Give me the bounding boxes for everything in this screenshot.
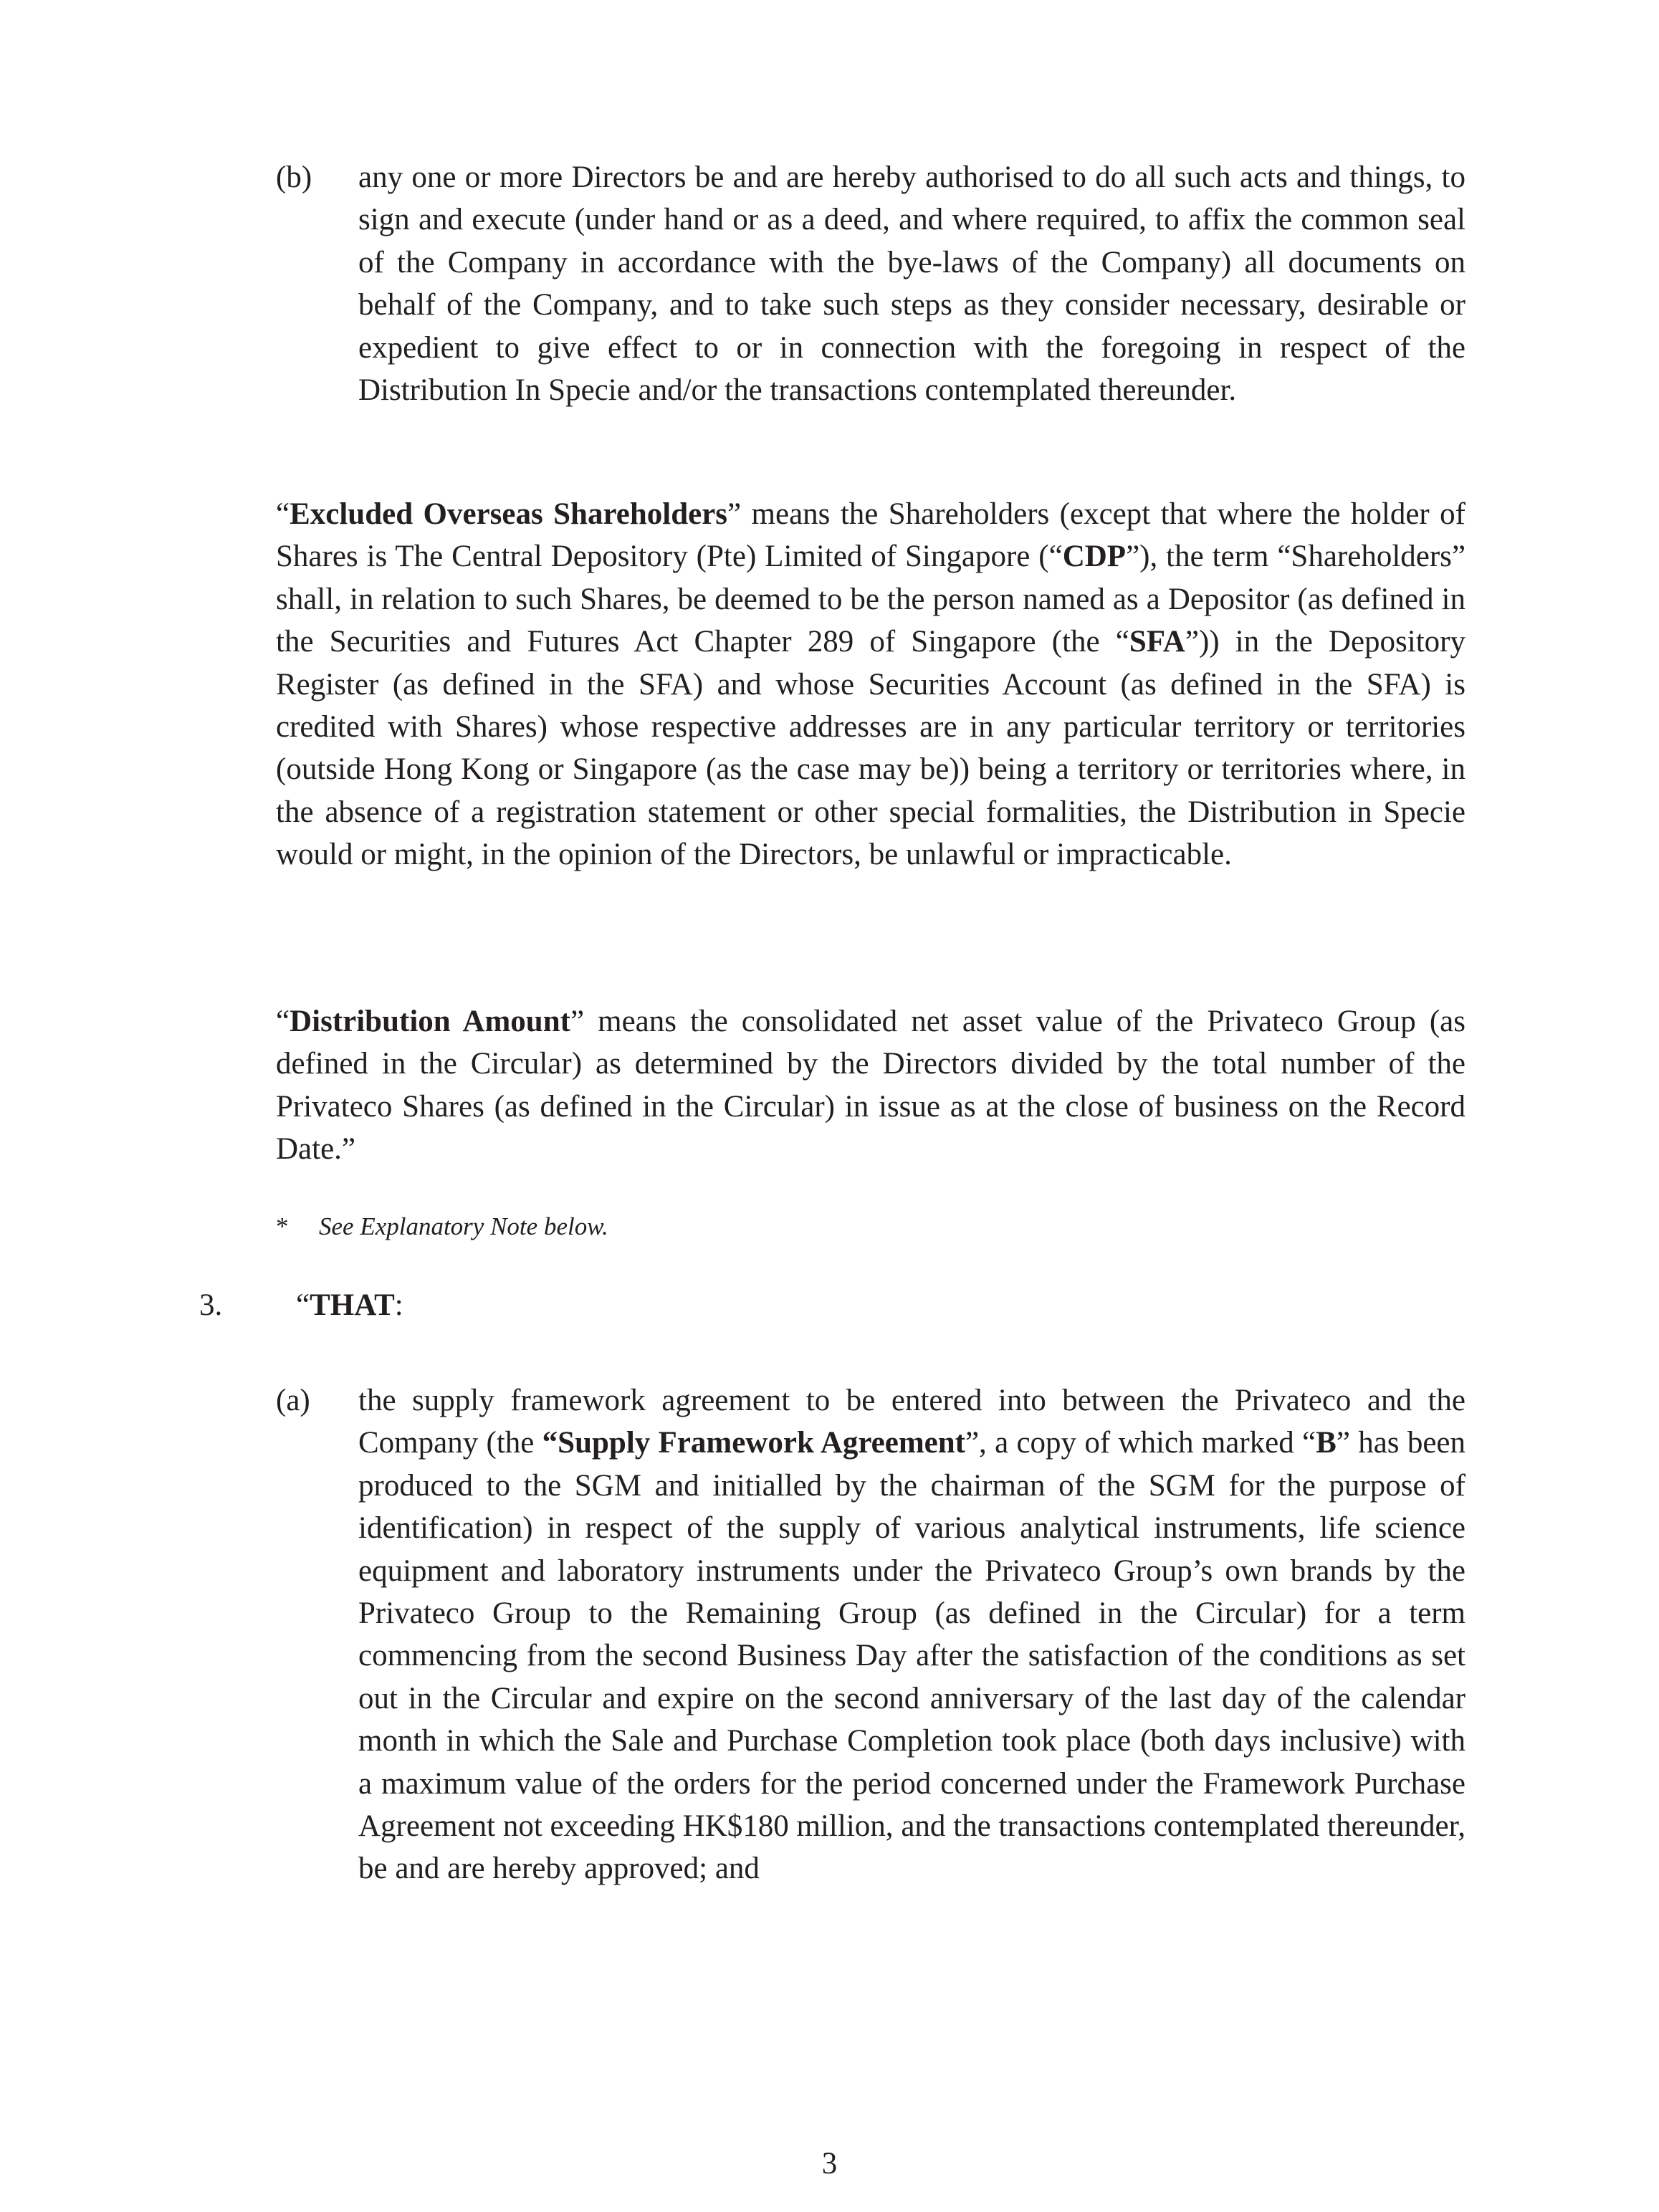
item-b-text: any one or more Directors be and are hereby authorised to do all such acts and things, to sign and execute (under hand or as a deed, and where required, to affix the common seal of the Company in accordance with the bye-laws of the Company) all documents on behalf of the Company, and to take such steps as they consider necessary, desirable or expedient to give effect to or in connection with the foregoing in respect of the Distribution In Specie and/or the transactions contemplated thereunder. (358, 161, 1466, 408)
colon: : (394, 1288, 403, 1322)
resolution-number: 3. (199, 1288, 223, 1322)
definition-excluded-overseas-shareholders (276, 493, 1466, 876)
defined-term-cdp: CDP (1062, 540, 1127, 574)
page-number: 3 (821, 2147, 838, 2180)
footnote (276, 1211, 608, 1243)
item-b-label: (b) (276, 161, 312, 194)
defined-term: Excluded Overseas Shareholders (290, 497, 728, 531)
definition-text: ” means the consolidated net asset value of the Privateco Group (as defined in the Circular) as determined by the Directors divided by the total number of the Privateco Shares (as defined in the Circular) in issue as at the close of business on the Record Date.” (276, 1005, 1466, 1167)
item-a-text-part: ”, a copy of which marked “ (965, 1426, 1316, 1460)
item-a-text (358, 1379, 1466, 1890)
defined-term-supply-framework-agreement: “Supply Framework Agreement (542, 1426, 965, 1460)
open-quote: “ (296, 1288, 310, 1322)
resolution-item-a (276, 1379, 1466, 1890)
resolution-item-b (276, 156, 1466, 411)
definition-text: ”)) in the Depository Register (as defined in the SFA) and whose Securities Account (as defined in the SFA) is credited with Shares) whose respective addresses are in any particular territory or territories (outside Hong Kong or Singapore (as the case may be)) being a territory or territories where, in the absence of a registration statement or other special formalities, the Distribution in Specie would or might, in the opinion of the Directors, be unlawful or impracticable. (276, 625, 1466, 872)
item-a-text-part: ” has been produced to the SGM and initialled by the chairman of the SGM for the purpose of identification) in respect of the supply of various analytical instruments, life science equipment and laboratory instruments under the Privateco Group’s own brands by the Privateco Group to the Remaining Group (as defined in the Circular) for a term commencing from the second Business Day after the satisfaction of the conditions as set out in the Circular and expire on the second anniversary of the last day of the calendar month in which the Sale and Purchase Completion took place (both days inclusive) with a maximum value of the orders for the period concerned under the Framework Purchase Agreement not exceeding HK$180 million, and the transactions contemplated thereunder, be and are hereby approved; and (358, 1426, 1466, 1886)
resolution-title (296, 1284, 403, 1326)
item-a-label: (a) (276, 1384, 310, 1417)
item-a-text-part: the supply framework agreement to be entered into between the Privateco and the Company (the (358, 1384, 1466, 1460)
definition-text: ”), the term “Shareholders” shall, in relation to such Shares, be deemed to be the person named as a Depositor (as defined in the Securities and Futures Act Chapter 289 of Singapore (the “ (276, 540, 1466, 659)
defined-term: Distribution Amount (290, 1005, 570, 1038)
that-keyword: THAT (310, 1288, 395, 1322)
defined-term-sfa: SFA (1129, 625, 1185, 659)
footnote-text: See Explanatory Note below. (319, 1212, 608, 1240)
definition-text: ” means the Shareholders (except that where the holder of Shares is The Central Depository (Pte) Limited of Singapore (“ (276, 497, 1466, 574)
definition-distribution-amount (276, 1000, 1466, 1171)
open-quote: “ (276, 497, 290, 531)
footnote-marker: * (276, 1212, 289, 1240)
open-quote: “ (276, 1005, 290, 1038)
defined-term-b: B (1316, 1426, 1337, 1460)
